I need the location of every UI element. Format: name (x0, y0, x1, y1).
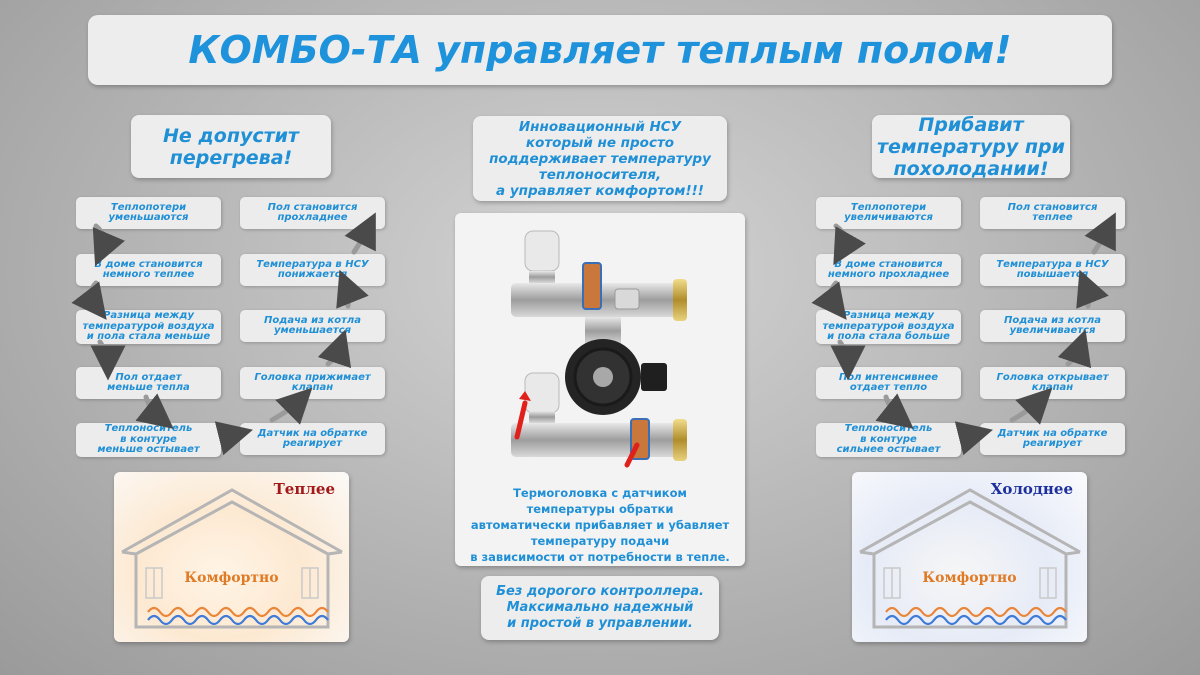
center-heading: Инновационный НСУ который не просто поддерживает температуру теплоносителя, а управляет комфортом!!! (473, 116, 727, 201)
arrow-down-icon (96, 226, 104, 250)
right-step-supply: Подача из котла увеличивается (980, 310, 1125, 342)
right-step-floor-warmer: Пол становится теплее (980, 197, 1125, 229)
left-step-valve-head: Головка прижимает клапан (240, 367, 385, 399)
warm-house-panel (114, 472, 349, 642)
right-step-floor-gives: Пол интенсивнее отдает тепло (816, 367, 961, 399)
arrow-up-icon (1086, 286, 1089, 306)
arrow-up-icon (328, 346, 340, 364)
arrow-up-icon (354, 228, 368, 252)
left-step-supply: Подача из котла уменьшается (240, 310, 385, 342)
left-step-coolant: Теплоноситель в контуре меньше остывает (76, 423, 221, 457)
right-step-house-cooler: В доме становится немного прохладнее (816, 254, 961, 286)
left-heading: Не допустит перегрева! (131, 115, 331, 178)
right-step-nsu-temp: Температура в НСУ повышается (980, 254, 1125, 286)
arrow-right-icon (222, 434, 236, 438)
right-step-temp-difference: Разница между температурой воздуха и пола стала больше (816, 310, 961, 344)
arrow-down-icon (91, 283, 96, 306)
left-step-floor-gives: Пол отдает меньше тепла (76, 367, 221, 399)
arrow-down-icon (831, 283, 836, 306)
center-footer: Без дорогого контроллера. Максимально надежный и простой в управлении. (481, 576, 719, 640)
arrow-up-icon (1012, 400, 1040, 420)
comfort-label: Комфортно (922, 570, 1017, 586)
left-step-floor-cooler: Пол становится прохладнее (240, 197, 385, 229)
right-step-coolant: Теплоноситель в контуре сильнее остывает (816, 423, 961, 457)
arrow-up-icon (1094, 228, 1108, 252)
arrow-down-icon (100, 342, 108, 363)
arrow-up-icon (272, 400, 300, 420)
arrow-down-icon (840, 342, 848, 363)
mixing-unit-icon (455, 213, 745, 485)
left-step-sensor: Датчик на обратке реагирует (240, 423, 385, 455)
cold-label: Холоднее (990, 480, 1073, 498)
left-step-house-warmer: В доме становится немного теплее (76, 254, 221, 286)
product-description: Термоголовка с датчиком температуры обратки автоматически прибавляет и убавляет температуру подачи в зависимости от потребности в тепле. (470, 486, 730, 564)
warm-label: Теплее (273, 480, 335, 498)
cold-house-panel (852, 472, 1087, 642)
arrow-right-icon (962, 434, 976, 438)
right-step-sensor: Датчик на обратке реагирует (980, 423, 1125, 455)
right-heading: Прибавит температуру при похолодании! (872, 115, 1070, 178)
arrow-down-icon (886, 397, 900, 418)
right-step-valve-head: Головка открывает клапан (980, 367, 1125, 399)
arrow-down-icon (836, 226, 845, 250)
comfort-label: Комфортно (184, 570, 279, 586)
left-step-nsu-temp: Температура в НСУ понижается (240, 254, 385, 286)
arrow-up-icon (346, 286, 349, 306)
arrow-up-icon (1068, 346, 1080, 364)
arrow-down-icon (146, 397, 160, 418)
product-card (455, 213, 745, 566)
page-title: КОМБО-ТА управляет теплым полом! (88, 15, 1112, 85)
left-step-heat-loss: Теплопотери уменьшаются (76, 197, 221, 229)
left-step-temp-difference: Разница между температурой воздуха и пола стала меньше (76, 310, 221, 344)
right-step-heat-loss: Теплопотери увеличиваются (816, 197, 961, 229)
